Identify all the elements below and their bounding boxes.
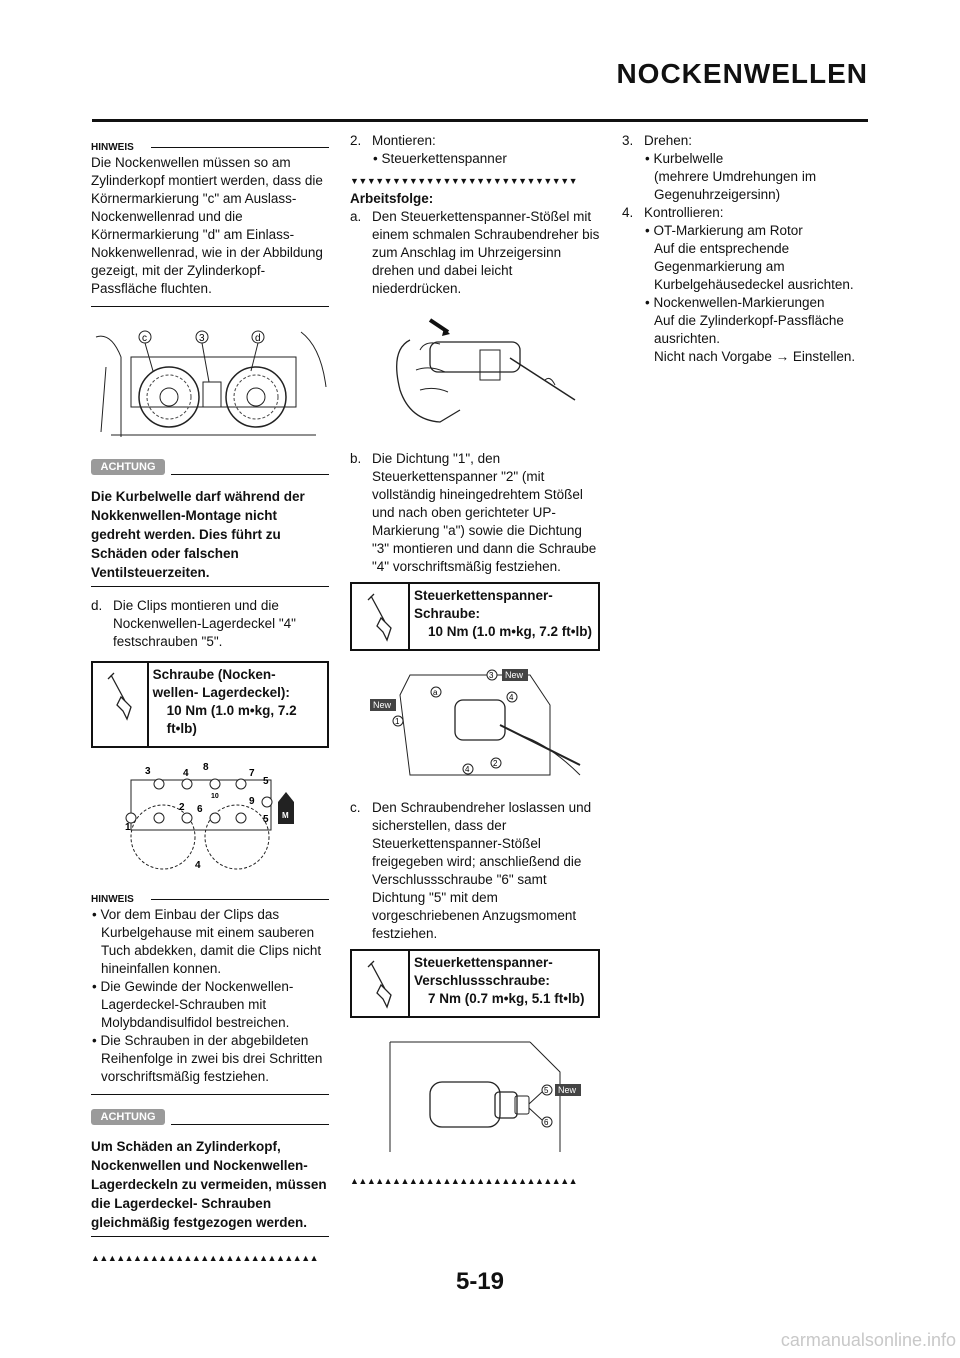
- fig-number: 1: [125, 822, 131, 833]
- step-4-bullet: • Nockenwellen-Markierungen: [645, 295, 825, 310]
- note-end-rule: [91, 1094, 329, 1095]
- torque-value: 7 Nm (0.7 m•kg, 5.1 ft•lb): [428, 991, 585, 1006]
- fig-number: 8: [203, 762, 209, 773]
- step-4-bullet: • OT-Markierung am Rotor: [645, 223, 803, 238]
- fig-label: 2: [493, 759, 498, 768]
- fig-number: 6: [197, 804, 203, 815]
- note-label: HINWEIS: [91, 894, 134, 905]
- torque-wrench-icon: [93, 663, 149, 746]
- fig-number: 3: [145, 766, 151, 777]
- step-b: b. Die Dichtung "1", den Steuerkettenspanner "2" (mit vollständig hineingedrehtem Stößel und nach oben gerichteter UP-Markierung "a") sowie die Dichtung "3" montieren und dann die Schraube "4" vorschriftsmäßig festziehen.: [350, 451, 597, 574]
- fig-number: 4: [195, 860, 201, 871]
- fig-label: 4: [509, 693, 514, 702]
- torque-spec-box: [350, 582, 600, 651]
- new-badge: New: [558, 1085, 577, 1095]
- torque-label: Schraube:: [414, 606, 481, 621]
- procedure-end-marker: ▲▲▲▲▲▲▲▲▲▲▲▲▲▲▲▲▲▲▲▲▲▲▲▲▲▲▲: [91, 1253, 319, 1263]
- procedure-title: Arbeitsfolge:: [350, 191, 434, 206]
- step-text: Die Clips montieren und die Nockenwellen-Lagerdeckel "4" festschrauben "5".: [113, 598, 296, 649]
- fig-number: 10: [211, 793, 219, 800]
- fig-label: d: [255, 333, 261, 344]
- watermark: carmanualsonline.info: [780, 1330, 956, 1350]
- torque-label: wellen- Lagerdeckel):: [152, 685, 290, 700]
- fig-label: M: [282, 811, 289, 820]
- note-label: HINWEIS: [91, 142, 134, 153]
- caution-label: ACHTUNG: [91, 459, 165, 475]
- step-d: [91, 597, 329, 651]
- new-badge: New: [505, 670, 524, 680]
- fig-label: 1: [395, 717, 400, 726]
- cap-bolt-figure: [350, 1032, 600, 1162]
- note-text: Die Nockenwellen müssen so am Zylinderkopf montiert werden, dass die Körnermarkierung "c" am Auslass-Nockenwellenrad und die Körnermarkierung "d" am Einlass- Nokkenwellenrad, wie in der Abbildung gezeigt, mit der Zylinderkopf- Passfläche fluchten.: [91, 155, 323, 296]
- step-4-detail: Auf die Zylinderkopf-Passfläche ausrichten.: [654, 313, 844, 346]
- step-2-bullet: • Steuerkettenspanner: [373, 151, 507, 166]
- fig-number: 9: [249, 796, 255, 807]
- tensioner-install-figure: [350, 665, 600, 789]
- header-rule: [92, 119, 868, 122]
- torque-wrench-icon: [352, 584, 410, 649]
- step-a: a. Den Steuerkettenspanner-Stößel mit einem schmalen Schraubendreher bis zum Anschlag im Uhrzeigersinn drehen und dabei leicht niederdrücken.: [350, 209, 600, 296]
- caution-end-rule: [91, 1236, 329, 1237]
- caution-header: [91, 1109, 329, 1131]
- torque-value: 10 Nm (1.0 m•kg, 7.2 ft•lb): [166, 703, 297, 736]
- torque-label: Schraube (Nocken-: [152, 667, 276, 682]
- fig-label: c: [142, 333, 147, 344]
- step-4: 4. Kontrollieren:: [622, 205, 724, 220]
- torque-value: 10 Nm (1.0 m•kg, 7.2 ft•lb): [428, 624, 592, 639]
- fig-number: 5: [263, 814, 269, 825]
- fig-number: 7: [249, 768, 255, 779]
- torque-label: Verschlussschraube:: [414, 973, 550, 988]
- torque-label: Steuerkettenspanner-: [414, 955, 553, 970]
- step-marker: d.: [91, 598, 103, 613]
- caution-header: [91, 459, 329, 481]
- procedure-end-marker: ▲▲▲▲▲▲▲▲▲▲▲▲▲▲▲▲▲▲▲▲▲▲▲▲▲▲▲: [350, 1176, 578, 1186]
- note-bullet: • Die Gewinde der Nockenwellen-Lagerdeckel-Schrauben mit Molybdandisulfidol bestreichen.: [92, 979, 294, 1030]
- step-2: 2. Montieren:: [350, 133, 436, 148]
- step-c: c. Den Schraubendreher loslassen und sicherstellen, dass der Steuerkettenspanner-Stößel freigegeben wird; anschließend die Verschlussschraube "6" samt Dichtung "5" mit dem vorgeschriebenen Anzugsmoment festziehen.: [350, 800, 592, 941]
- fig-number: 2: [179, 802, 185, 813]
- note-end-rule: [91, 306, 329, 307]
- page-title: NOCKENWELLEN: [616, 58, 868, 89]
- caution-text: Um Schäden an Zylinderkopf, Nockenwellen und Nockenwellen-Lagerdeckeln zu vermeiden, müssen die Lagerdeckel- Schrauben gleichmäßig festgezogen werden.: [91, 1139, 327, 1230]
- torque-label: Steuerkettenspanner-: [414, 588, 553, 603]
- fig-label: 6: [544, 1118, 549, 1127]
- caution-label: ACHTUNG: [91, 1109, 165, 1125]
- note-header: [91, 890, 329, 904]
- step-3: 3. Drehen:: [622, 133, 693, 148]
- step-3-detail: (mehrere Umdrehungen im Gegenuhrzeigersinn): [654, 169, 817, 202]
- note-header: [91, 138, 329, 152]
- step-4-detail: Nicht nach Vorgabe → Einstellen.: [654, 349, 856, 364]
- column-3: [622, 132, 872, 366]
- fig-label: 3: [199, 333, 205, 344]
- note-bullet: • Die Schrauben in der abgebildeten Reihenfolge in zwei bis drei Schritten vorschriftsmäßig festziehen.: [92, 1033, 323, 1084]
- page-number: 5-19: [455, 1268, 505, 1295]
- note-bullet: • Vor dem Einbau der Clips das Kurbelgehause mit einem sauberen Tuch abdekken, damit die Clips nicht hineinfallen konnen.: [92, 907, 322, 976]
- new-badge: New: [373, 700, 392, 710]
- caution-text: Die Kurbelwelle darf während der Nokkenwellen-Montage nicht gedreht werden. Dies führt zu Schäden oder falschen Ventilsteuerzeiten.: [91, 489, 305, 580]
- tensioner-screwdriver-figure: [350, 310, 600, 440]
- procedure-start-marker: ▼▼▼▼▼▼▼▼▼▼▼▼▼▼▼▼▼▼▼▼▼▼▼▼▼▼▼: [350, 176, 578, 186]
- column-1: [91, 138, 329, 1263]
- column-2: [350, 132, 600, 1186]
- bolt-sequence-figure: [91, 762, 329, 880]
- torque-spec-box: [350, 949, 600, 1018]
- torque-spec-box: [91, 661, 329, 748]
- fig-label: 3: [489, 671, 494, 680]
- fig-label: a: [433, 688, 438, 697]
- fig-label: 5: [544, 1086, 549, 1095]
- camshaft-alignment-figure: [91, 327, 329, 447]
- step-4-detail: Auf die entsprechende Gegenmarkierung am Kurbelgehäusedeckel ausrichten.: [654, 241, 854, 292]
- fig-number: 5: [263, 776, 269, 787]
- fig-label: 4: [465, 765, 470, 774]
- fig-number: 4: [183, 768, 189, 779]
- caution-end-rule: [91, 586, 329, 587]
- step-3-bullet: • Kurbelwelle: [645, 151, 724, 166]
- torque-wrench-icon: [352, 951, 410, 1016]
